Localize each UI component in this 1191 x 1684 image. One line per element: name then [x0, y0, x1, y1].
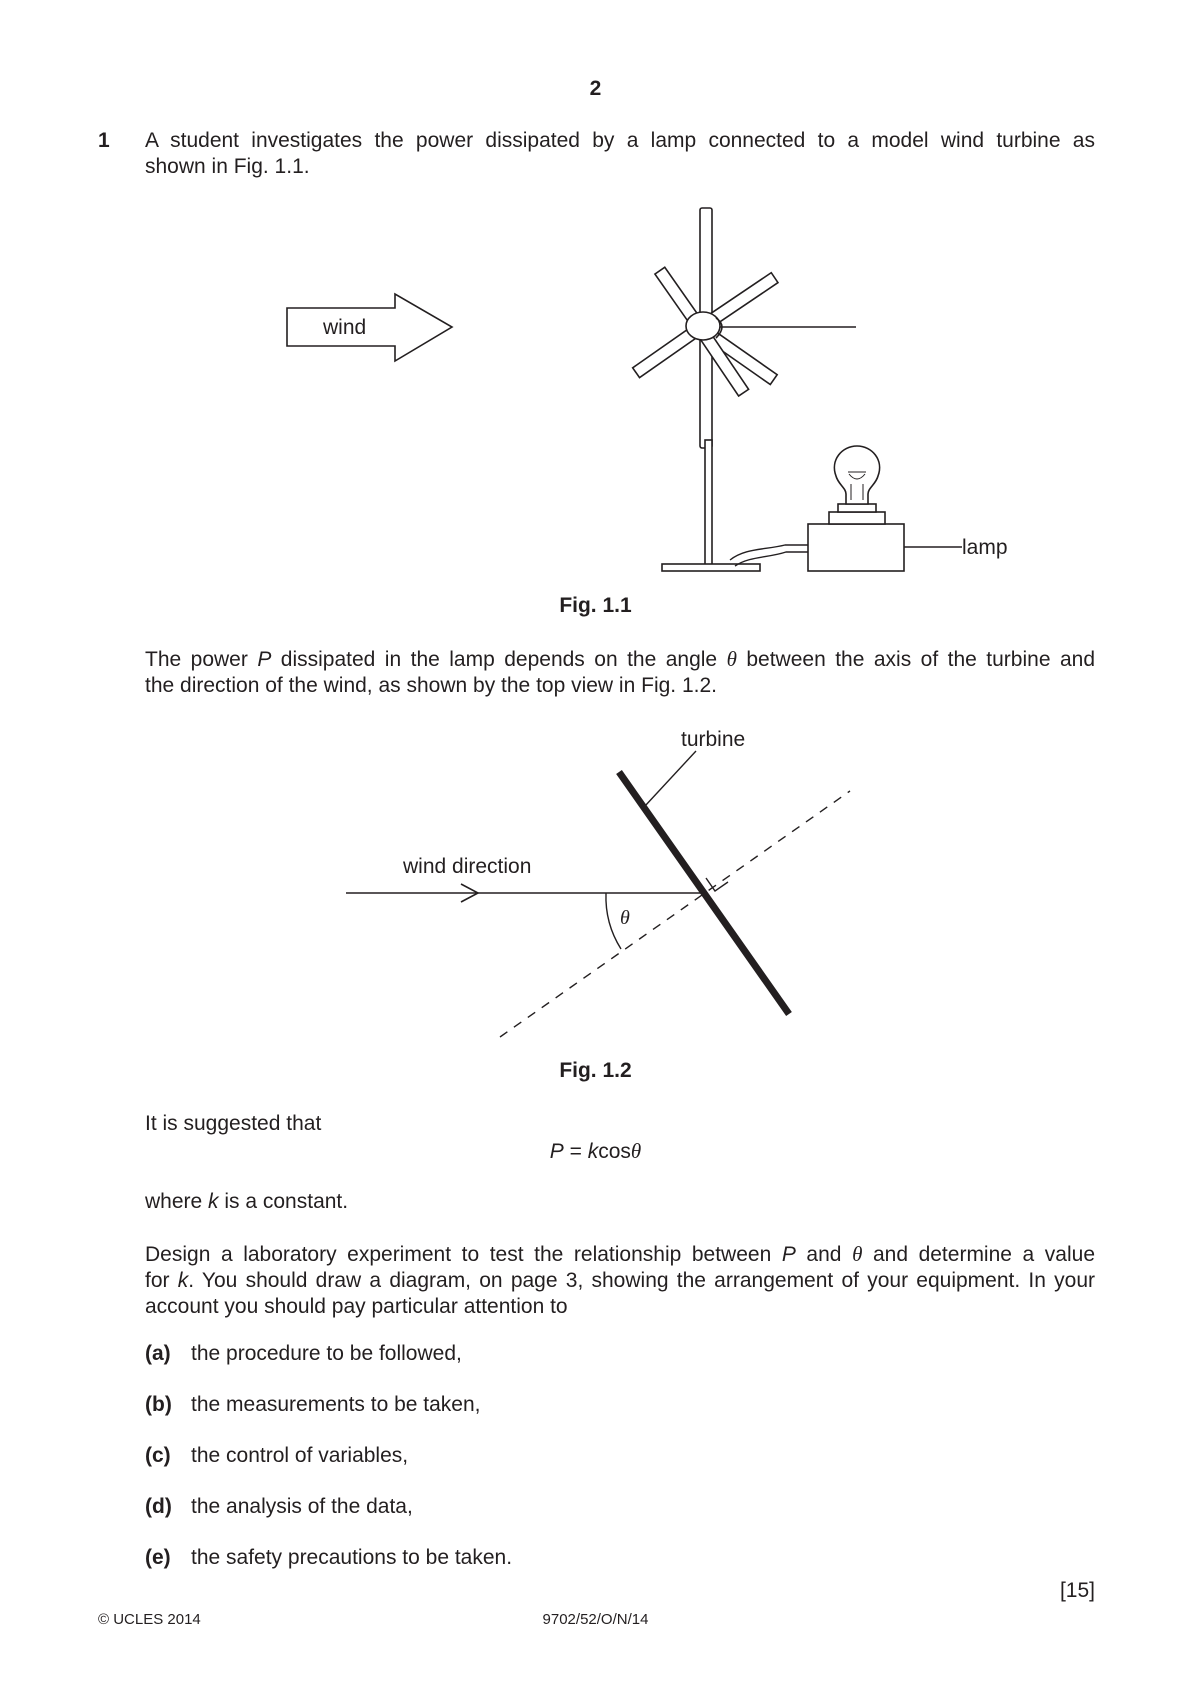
fig-1-2-caption: Fig. 1.2: [559, 1059, 632, 1082]
page-number: 2: [589, 77, 602, 100]
wind-label: wind: [323, 316, 367, 339]
equation: P = kcosθ: [549, 1139, 642, 1163]
theta-label: θ: [620, 907, 630, 929]
footer-code: 9702/52/O/N/14: [542, 1611, 649, 1628]
turbine-axis-dashed: [500, 791, 850, 1037]
theta-angle-arc: [606, 893, 621, 949]
fig-1-1-caption: Fig. 1.1: [559, 594, 632, 617]
design-paragraph: [145, 1241, 1095, 1320]
list-item: (c) the control of variables,: [145, 1444, 409, 1467]
wind-direction-label: wind direction: [403, 855, 532, 878]
marks-total: [15]: [1059, 1579, 1095, 1602]
list-item: (d) the analysis of the data,: [145, 1495, 413, 1518]
intro-line-1: A student investigates the power dissipated by a lamp connected to a model wind turbine as: [145, 129, 1095, 152]
design-line-2: for k. You should draw a diagram, on page 3, showing the arrangement of your equipment. In your: [145, 1269, 1095, 1292]
turbine-label: turbine: [681, 728, 746, 751]
design-line-3: account you should pay particular attention to: [145, 1295, 568, 1318]
question-number: 1: [98, 129, 110, 152]
design-line-1: Design a laboratory experiment to test the relationship between P and θ and determine a value: [145, 1242, 1095, 1266]
footer-copyright: © UCLES 2014: [98, 1611, 201, 1628]
list-item: (e) the safety precautions to be taken.: [145, 1546, 513, 1569]
intro-line-2: shown in Fig. 1.1.: [145, 155, 310, 178]
power-line-2: the direction of the wind, as shown by the top view in Fig. 1.2.: [145, 674, 717, 697]
list-item: (b) the measurements to be taken,: [145, 1393, 481, 1416]
power-line-1: The power P dissipated in the lamp depends on the angle θ between the axis of the turbine and: [145, 647, 1095, 671]
list-item: (a) the procedure to be followed,: [145, 1342, 462, 1365]
suggested-text: It is suggested that: [145, 1112, 322, 1135]
where-text: where k is a constant.: [145, 1190, 349, 1213]
lamp-label: lamp: [962, 536, 1008, 559]
turbine-label-line: [645, 751, 696, 806]
